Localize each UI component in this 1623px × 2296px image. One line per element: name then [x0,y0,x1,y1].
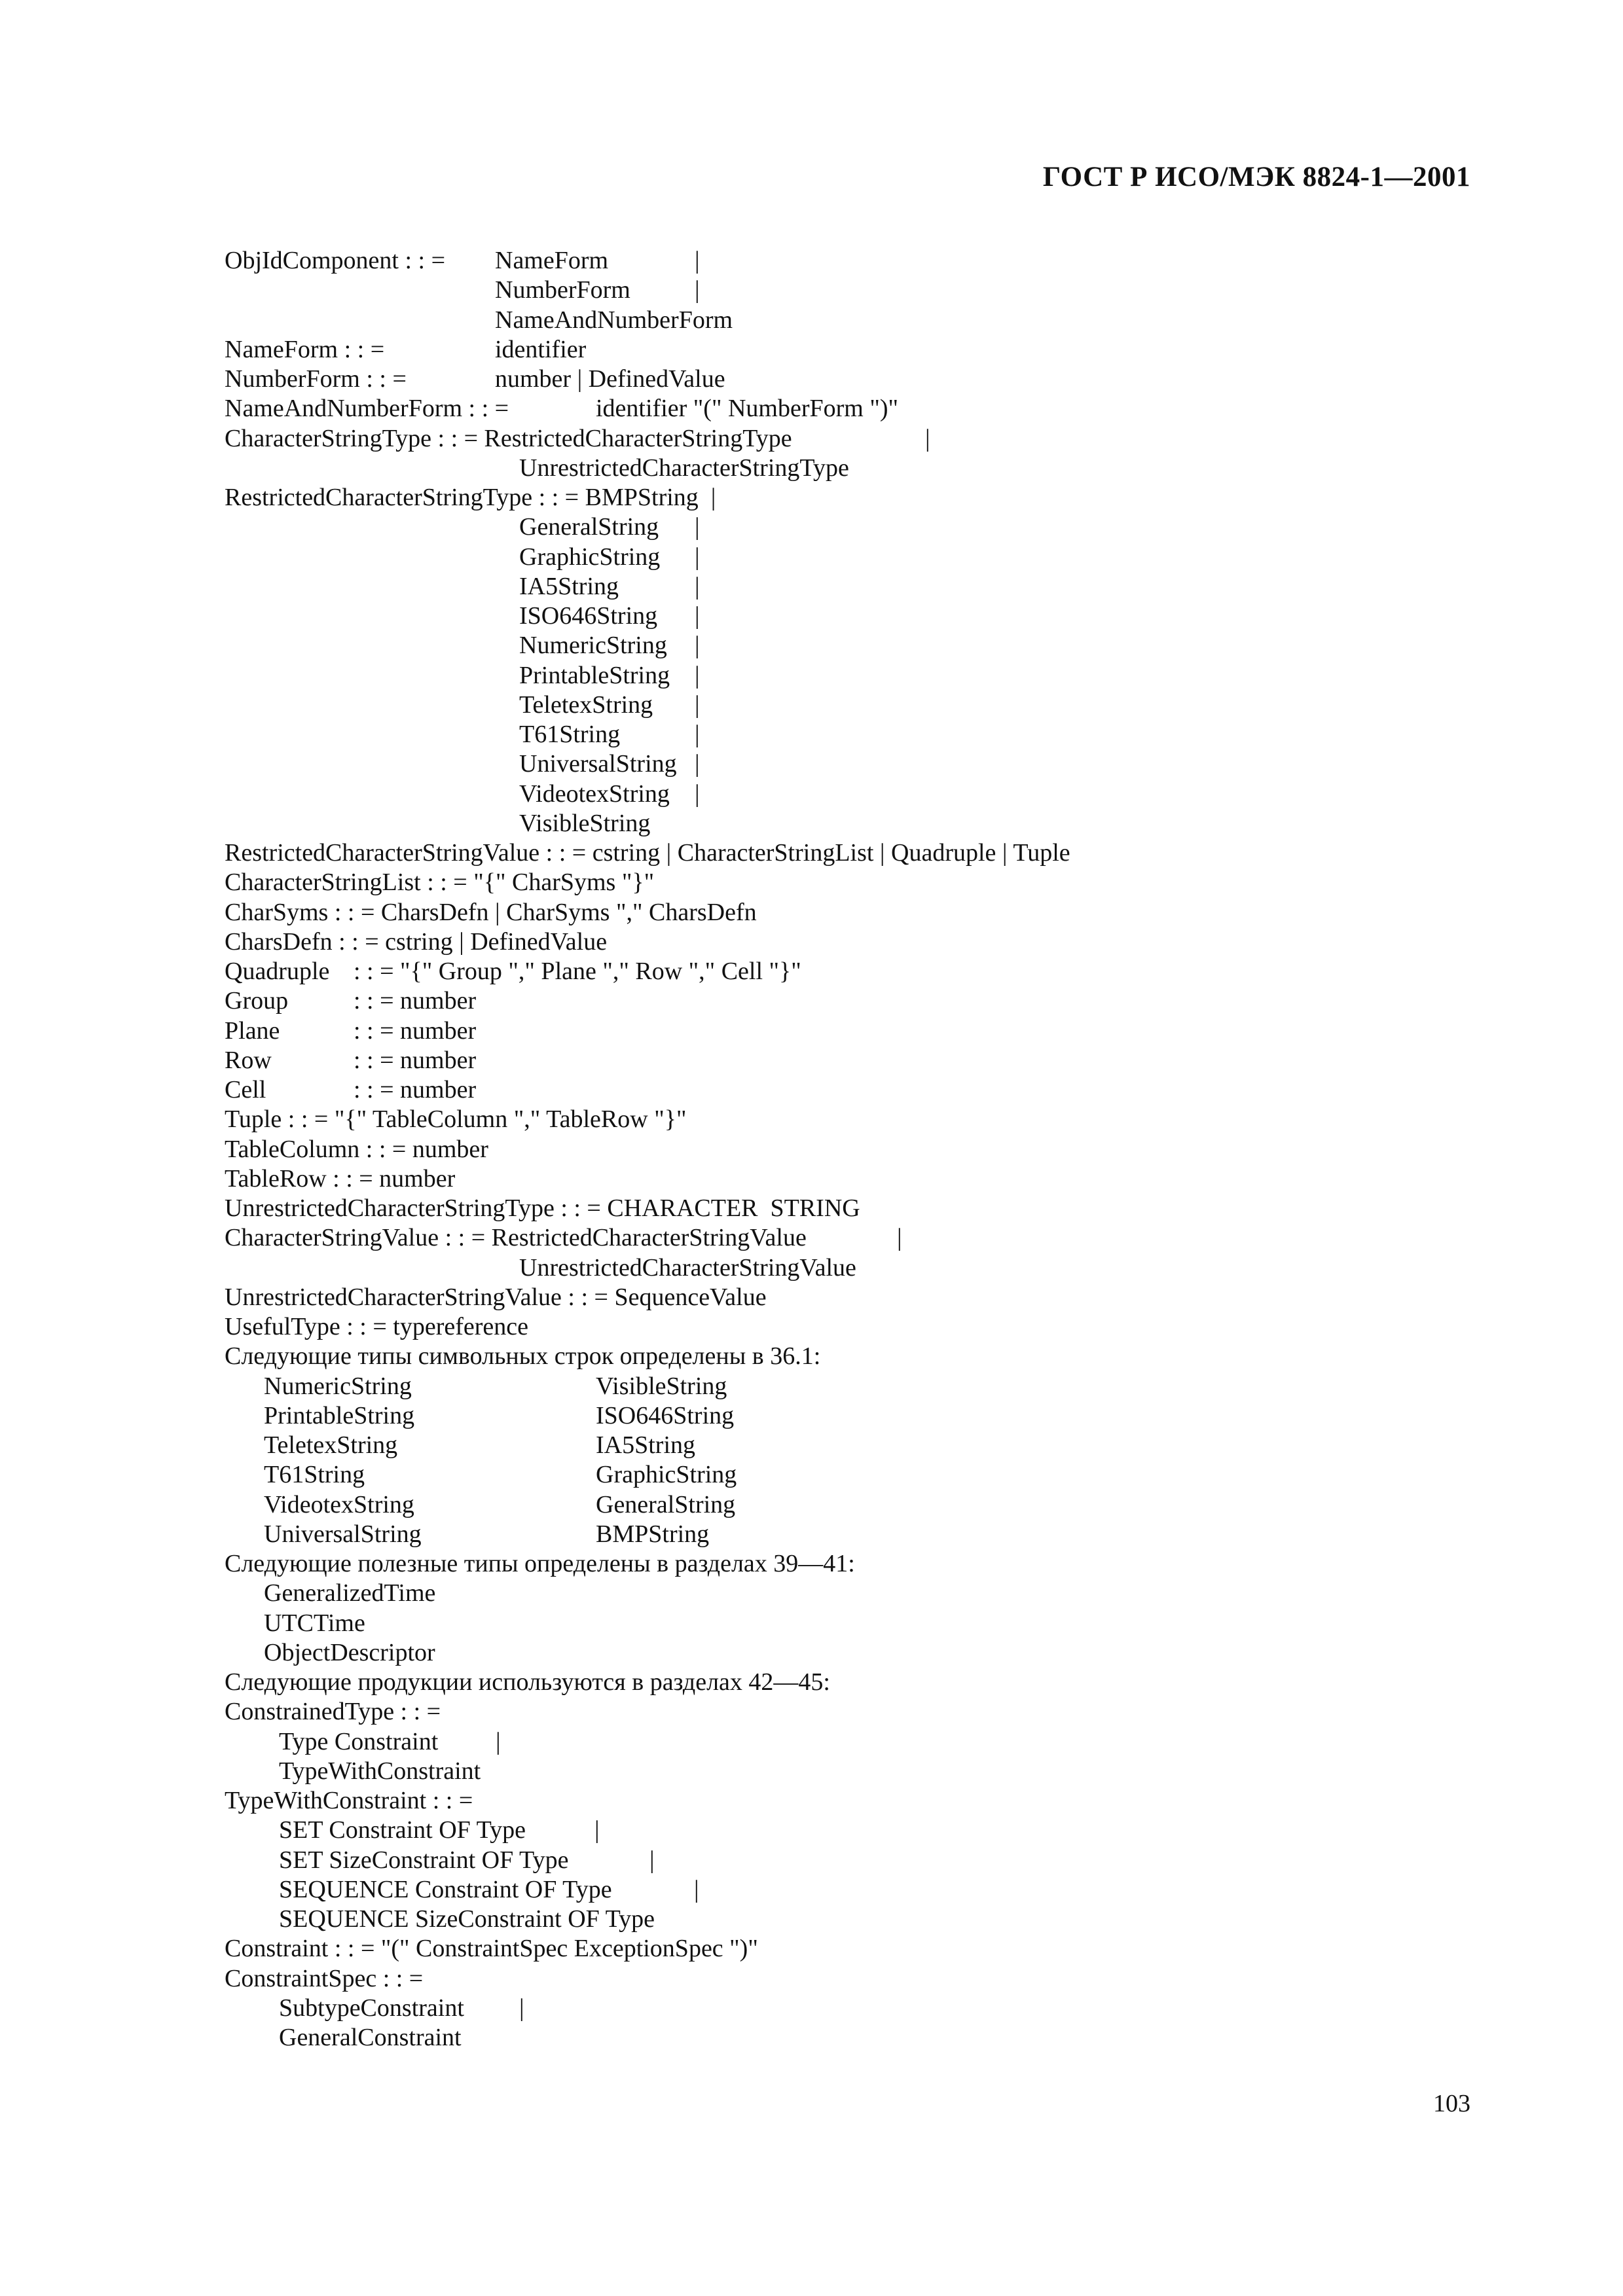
text-line [225,631,1534,660]
text-segment: VisibleString [596,1372,727,1400]
text-segment: : : = number [354,1016,477,1045]
text-segment: ObjectDescriptor [264,1638,435,1666]
text-line [225,512,1534,542]
text-segment: | [695,661,700,689]
text-segment: TypeWithConstraint : : = [225,1787,473,1814]
text-segment: TableRow : : = number [225,1164,456,1193]
text-segment: IA5String [596,1431,695,1459]
text-segment: BMPString [596,1520,710,1548]
text-segment: NameAndNumberForm [495,306,733,334]
text-segment: | [695,780,700,808]
text-line [225,809,1534,838]
text-line [225,661,1534,691]
text-line [225,1135,1534,1164]
text-line [225,1579,1534,1608]
text-line [225,1253,1534,1283]
text-segment: | [897,1224,902,1252]
text-segment: CharSyms : : = CharsDefn | CharSyms "," CharsDefn [225,898,757,926]
text-segment: SEQUENCE Constraint OF Type [279,1875,612,1903]
text-segment: Cell [225,1076,266,1103]
text-line [225,1194,1534,1223]
text-line [225,306,1534,335]
text-segment: Quadruple [225,958,330,985]
text-segment: ISO646String [596,1401,735,1429]
text-segment: Tuple : : = "{" TableColumn "," TableRow "}" [225,1105,687,1134]
text-segment: SET SizeConstraint OF Type [279,1846,569,1874]
text-segment: NameForm [495,247,609,274]
text-line [225,1164,1534,1194]
text-line [225,1757,1534,1786]
text-line [225,1105,1534,1134]
text-line [225,1075,1534,1105]
text-segment: VideotexString [264,1490,414,1518]
text-line [225,335,1534,365]
text-line [225,1934,1534,1964]
text-segment: PrintableString [264,1401,415,1429]
text-line [225,276,1534,305]
text-segment: CharsDefn : : = cstring | DefinedValue [225,927,608,956]
text-segment: GraphicString [596,1461,737,1489]
text-segment: SET Constraint OF Type [279,1816,526,1844]
text-line [225,1609,1534,1638]
text-segment: GeneralConstraint [279,2024,462,2051]
text-line [225,2023,1534,2053]
text-line [225,424,1534,454]
text-line [225,1638,1534,1668]
text-line [225,1786,1534,1816]
text-line [225,1372,1534,1401]
text-segment: Следующие типы символьных строк определены в 36.1: [225,1342,821,1371]
text-segment: CharacterStringValue : : = RestrictedCharacterStringValue [225,1224,807,1252]
text-line [225,957,1534,986]
text-segment: NumericString [519,632,667,660]
text-segment: Plane [225,1016,280,1045]
text-line [225,1549,1534,1579]
text-segment: NumberForm [495,276,630,304]
text-line [225,838,1534,868]
text-segment: NameForm : : = [225,335,385,363]
text-segment: UnrestrictedCharacterStringType [519,454,849,482]
text-segment: Следующие полезные типы определены в разделах 39—41: [225,1550,855,1577]
text-segment: | [649,1846,655,1874]
text-segment: SubtypeConstraint [279,1994,464,2022]
text-segment: Следующие продукции используются в разделах 42—45: [225,1668,830,1696]
text-line [225,1875,1534,1905]
text-line [225,1727,1534,1757]
text-segment: VisibleString [519,809,651,837]
text-line [225,1490,1534,1520]
text-line [225,1312,1534,1342]
text-segment: UsefulType : : = typereference [225,1313,528,1340]
text-line [225,246,1534,276]
text-line [225,749,1534,779]
text-line [225,365,1534,394]
text-segment: ObjIdComponent : : = [225,247,446,274]
text-segment: | [496,1727,501,1755]
text-segment: ConstrainedType : : = [225,1698,441,1726]
text-segment: : : = number [354,987,477,1015]
text-segment: | [695,276,700,304]
text-segment: Group [225,987,289,1015]
text-segment: | [695,513,700,541]
text-segment: GraphicString [519,543,661,571]
text-line [225,927,1534,957]
text-segment: TeletexString [519,691,653,719]
text-segment: : : = number [354,1046,477,1074]
text-line [225,454,1534,483]
text-line [225,1401,1534,1431]
text-segment: GeneralString [596,1490,736,1518]
text-segment: UnrestrictedCharacterStringValue : : = SequenceValue [225,1283,767,1311]
text-segment: | [695,632,700,660]
text-segment: UnrestrictedCharacterStringType : : = CHARACTER STRING [225,1194,860,1222]
text-segment: UniversalString [519,750,677,778]
text-line [225,1342,1534,1371]
text-line [225,394,1534,423]
text-line [225,1668,1534,1697]
text-line [225,1046,1534,1075]
text-segment: identifier "(" NumberForm ")" [596,395,898,423]
text-segment: VideotexString [519,780,670,808]
text-segment: NameAndNumberForm : : = [225,395,509,423]
text-segment: | [695,691,700,719]
text-segment: | [695,247,700,274]
text-segment: number | DefinedValue [495,365,725,393]
text-segment: | [594,1816,600,1844]
text-segment: Constraint : : = "(" ConstraintSpec ExceptionSpec ")" [225,1935,758,1963]
text-line [225,1460,1534,1490]
text-line [225,1964,1534,1994]
page-number: 103 [1433,2090,1470,2117]
text-segment: CharacterStringType : : = RestrictedCharacterStringType [225,424,792,452]
text-line [225,1520,1534,1549]
text-line [225,1016,1534,1046]
text-segment: NumericString [264,1372,412,1400]
text-line [225,691,1534,720]
text-segment: SEQUENCE SizeConstraint OF Type [279,1905,655,1933]
text-segment: CharacterStringList : : = "{" CharSyms "}" [225,869,655,897]
text-segment: | [695,543,700,571]
text-segment: Type Constraint [279,1727,439,1755]
text-segment: UTCTime [264,1609,365,1637]
document-body [225,246,1534,2053]
text-segment: GeneralString [519,513,659,541]
text-segment: identifier [495,335,587,363]
text-segment: RestrictedCharacterStringType : : = BMPString | [225,484,716,511]
text-segment: UniversalString [264,1520,422,1548]
text-line [225,483,1534,512]
text-line [225,572,1534,601]
document-header: ГОСТ Р ИСО/МЭК 8824-1—2001 [1042,162,1470,192]
text-segment: TableColumn : : = number [225,1135,488,1163]
text-segment: TypeWithConstraint [279,1757,481,1785]
text-segment: | [695,750,700,778]
text-line [225,543,1534,572]
text-line [225,1994,1534,2023]
text-line [225,601,1534,631]
text-line [225,986,1534,1016]
text-line [225,720,1534,749]
text-line [225,1905,1534,1934]
text-line [225,1816,1534,1845]
text-segment: ConstraintSpec : : = [225,1964,424,1992]
text-line [225,868,1534,897]
text-segment: : : = number [354,1076,477,1103]
text-segment: UnrestrictedCharacterStringValue [519,1253,856,1282]
text-segment: NumberForm : : = [225,365,407,393]
text-segment: TeletexString [264,1431,398,1459]
text-line [225,1846,1534,1875]
text-segment: ISO646String [519,602,658,630]
text-line [225,1431,1534,1460]
text-segment: T61String [519,721,621,748]
text-segment: | [519,1994,524,2022]
text-segment: IA5String [519,572,619,600]
text-segment: GeneralizedTime [264,1579,436,1607]
text-line [225,1697,1534,1727]
text-segment: | [695,572,700,600]
text-segment: Row [225,1046,272,1074]
text-segment: : : = "{" Group "," Plane "," Row "," Cell "}" [354,958,801,985]
text-line [225,780,1534,809]
text-segment: RestrictedCharacterStringValue : : = cstring | CharacterStringList | Quadruple | Tuple [225,839,1070,867]
text-line [225,1283,1534,1312]
text-segment: | [695,721,700,748]
text-segment: | [695,602,700,630]
text-segment: | [694,1875,699,1903]
text-segment: PrintableString [519,661,670,689]
text-line [225,898,1534,927]
text-segment: T61String [264,1461,365,1489]
text-line [225,1223,1534,1253]
text-segment: | [925,424,930,452]
